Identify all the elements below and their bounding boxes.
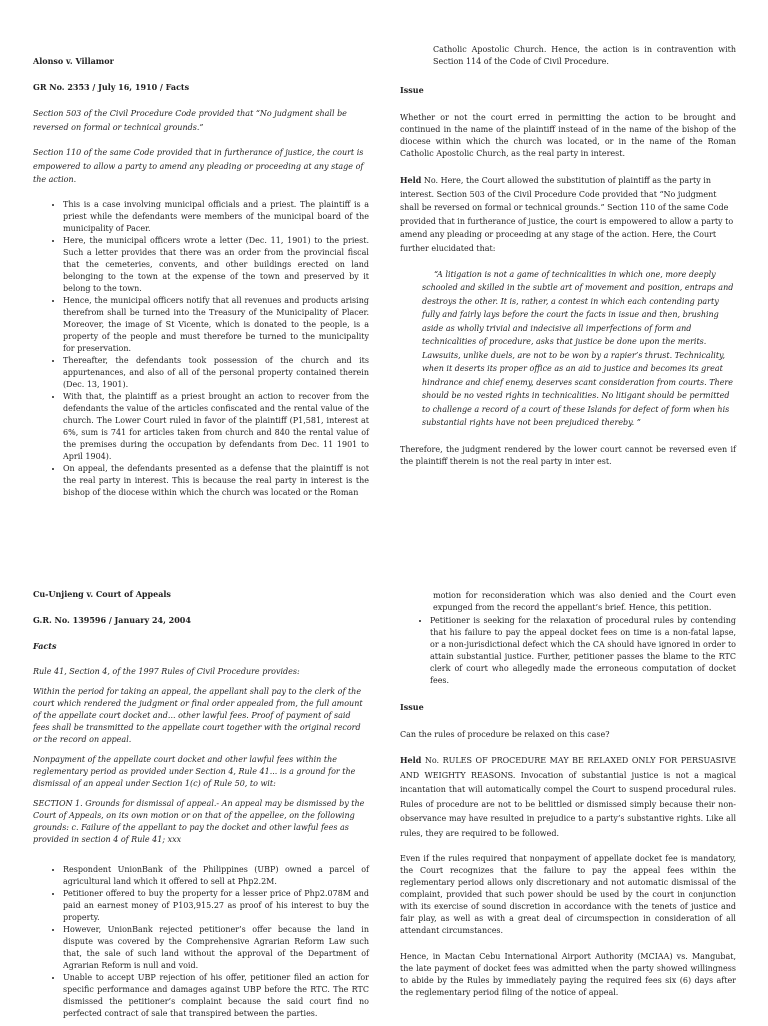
case2-section1: SECTION 1. Grounds for dismissal of appeal.- An appeal may be dismissed by the Court of Appeals, on its own motion or on that of the appellee, on the following grounds: c. Failure of the appellant to pay the docket and other lawful fees as provided in section 4 of Rule 41; xxx <box>33 799 365 844</box>
case1-right-column <box>400 44 736 475</box>
case2-continuation: motion for reconsideration which was also denied and the Court even expunged from the record the appellant’s brief. Hence, this petition. <box>433 591 736 612</box>
case2-even-if: Even if the rules required that nonpayment of appellate docket fee is mandatory, the Court recognizes that the failure to pay the appeal fees within the reglementary period allows only discretionary and not automatic dismissal of the complaint, provided that such power should be used by the court in conjunction with its exercise of sound discretion in accordance with the tenets of justice and fair play, as well as with a great deal of circumspection in consideration of all attendant circumstances. <box>400 854 736 935</box>
list-item: • Unable to accept UBP rejection of his offer, petitioner filed an action for specific performance and damages against UBP before the RTC. The RTC dismissed the petitioner’s complaint because the said court find no perfected contract of sale that transpired between the parties. <box>63 972 369 1020</box>
case2-right-column <box>400 590 736 1006</box>
case1-title: Alonso v. Villamor <box>33 56 114 66</box>
case2-issue-text: Can the rules of procedure be relaxed on this case? <box>400 730 610 739</box>
case1-section-110: Section 110 of the same Code provided that in furtherance of justice, the court is empowered to allow a party to amend any pleading or proceeding at any stage of the action. <box>33 148 364 184</box>
case1-held-label: Held <box>400 175 422 185</box>
list-item: • Thereafter, the defendants took possession of the church and its appurtenances, and also of all of the personal property contained therein (Dec. 13, 1901). <box>63 355 369 391</box>
list-item: • Petitioner is seeking for the relaxation of procedural rules by contending that his failure to pay the appeal docket fees on time is a non-fatal lapse, or a non-jurisdictional defect which the CA should have ignored in order to attain substantial justice. Further, petitioner passes the blame to the RTC clerk of court who allegedly made the erroneous computation of docket fees. <box>430 615 736 687</box>
case2-facts-cont-list <box>400 615 736 687</box>
case2-held-body: No. RULES OF PROCEDURE MAY BE RELAXED ONLY FOR PERSUASIVE AND WEIGHTY REASONS. Invocation of substantial justice is not a magical incantation that will automatically compel the Court to suspend procedural rules. Rules of procedure are not to be belittled or dismissed simply because their non-observance may have resulted in prejudice to a party’s substantive rights. Like all rules, they are required to be followed. <box>400 756 736 838</box>
list-item: • Petitioner offered to buy the property for a lesser price of Php2.078M and paid an earnest money of P103,915.27 as proof of his interest to buy the property. <box>63 888 369 924</box>
list-item: • On appeal, the defendants presented as a defense that the plaintiff is not the real party in interest. This is because the real party in interest is the bishop of the diocese within which the church was located or the Roman <box>63 463 369 499</box>
list-item: • Here, the municipal officers wrote a letter (Dec. 11, 1901) to the priest. Such a letter provides that there was an order from the provincial fiscal that the cemeteries, convents, and other buildings erected on land belonging to the town at the expense of the town and preserved by it belong to the town. <box>63 235 369 295</box>
case2-facts-list <box>33 864 369 1020</box>
case2-held-text <box>400 753 736 841</box>
list-item: • Respondent UnionBank of the Philippines (UBP) owned a parcel of agricultural land which it offered to sell at Php2.2M. <box>63 864 369 888</box>
case2-rule41-text: Within the period for taking an appeal, the appellant shall pay to the clerk of the court which rendered the judgment or final order appealed from, the full amount of the appellate court docket and... other lawful fees. Proof of payment of said fees shall be transmitted to the appellate court together with the original record or the record on appeal. <box>33 687 363 744</box>
list-item: • With that, the plaintiff as a priest brought an action to recover from the defendants the value of the articles confiscated and the rental value of the church. The Lower Court ruled in favor of the plaintiff (P1,581, interest at 6%, sum is 741 for articles taken from church and 840 the rental value of the premises during the occupation by defendants from Dec. 11 1901 to April 1904). <box>63 391 369 463</box>
case2-issue-label: Issue <box>400 702 424 712</box>
case1-held-body: No. Here, the Court allowed the substitution of plaintiff as the party in interest. Section 503 of the Civil Procedure Code provided that “No judgment shall be reversed on formal or technical grounds.” Section 110 of the same Code provided that in furtherance of justice, the court is empowered to allow a party to amend any pleading or proceeding at any stage of the action. Here, the Court further elucidated that: <box>400 176 734 253</box>
case2-nonpayment: Nonpayment of the appellate court docket and other lawful fees within the reglementary period as provided under Section 4, Rule 41... is a ground for the dismissal of an appeal under Section 1(c) of Rule 50, to wit: <box>33 755 356 788</box>
case2-citation: G.R. No. 139596 / January 24, 2004 <box>33 615 191 625</box>
case2-title: Cu-Unjieng v. Court of Appeals <box>33 589 171 599</box>
case1-issue-text: Whether or not the court erred in permitting the action to be brought and continued in the name of the plaintiff instead of in the name of the bishop of the diocese within which the church was located, or in the name of the Roman Catholic Apostolic Church, as the real party in interest. <box>400 113 736 158</box>
case2-rule41: Rule 41, Section 4, of the 1997 Rules of Civil Procedure provides: <box>33 667 300 676</box>
case1-section-503: Section 503 of the Civil Procedure Code provided that “No judgment shall be reversed on formal or technical grounds.” <box>33 109 347 132</box>
case1-facts-list <box>33 199 369 499</box>
case2-held-label: Held <box>400 755 422 765</box>
case1-conclusion: Therefore, the judgment rendered by the lower court cannot be reversed even if the plaintiff therein is not the real party in inter est. <box>400 444 736 466</box>
case2-mactan: Hence, in Mactan Cebu International Airport Authority (MCIAA) vs. Mangubat, the late payment of docket fees was admitted when the party showed willingness to abide by the Rules by immediately paying the required fees six (6) days after the reglementary period filing of the notice of appeal. <box>400 952 736 997</box>
case2-facts-label: Facts <box>33 641 57 651</box>
case1-continuation: Catholic Apostolic Church. Hence, the action is in contravention with Section 114 of the Code of Civil Procedure. <box>433 45 736 66</box>
list-item: • This is a case involving municipal officials and a priest. The plaintiff is a priest while the defendants were members of the municipal board of the municipality of Pacer. <box>63 199 369 235</box>
list-item: • Hence, the municipal officers notify that all revenues and products arising therefrom shall be turned into the Treasury of the Municipality of Placer. Moreover, the image of St Vicente, which is donated to the people, is a property of the people and must therefore be turned to the municipality for preservation. <box>63 295 369 355</box>
case1-left-column <box>33 55 369 505</box>
case1-citation: GR No. 2353 / July 16, 1910 / Facts <box>33 82 190 92</box>
case2-left-column <box>33 588 369 1026</box>
case1-quote: “A litigation is not a game of technicalities in which one, more deeply schooled and skilled in the subtle art of movement and position, entraps and destroys the other. It is, rather, a contest in which each contending party fully and fairly lays before the court the facts in issue and then, brushing aside as wholly trivial and indecisive all imperfections of form and technicalities of procedure, asks that justice be done upon the merits. Lawsuits, unlike duels, are not to be won by a rapier’s thrust. Technicality, when it deserts its proper office as an aid to justice and becomes its great hindrance and chief enemy, deserves scant consideration from courts. There should be no vested rights in technicalities. No litigant should be permitted to challenge a record of a court of these Islands for defect of form when his substantial rights have not been prejudiced thereby. ” <box>422 269 734 428</box>
case1-issue-label: Issue <box>400 85 424 95</box>
case1-held-text <box>400 174 736 256</box>
list-item: • However, UnionBank rejected petitioner’s offer because the land in dispute was covered by the Comprehensive Agrarian Reform Law such that, the sale of such land without the approval of the Department of Agrarian Reform is null and void. <box>63 924 369 972</box>
